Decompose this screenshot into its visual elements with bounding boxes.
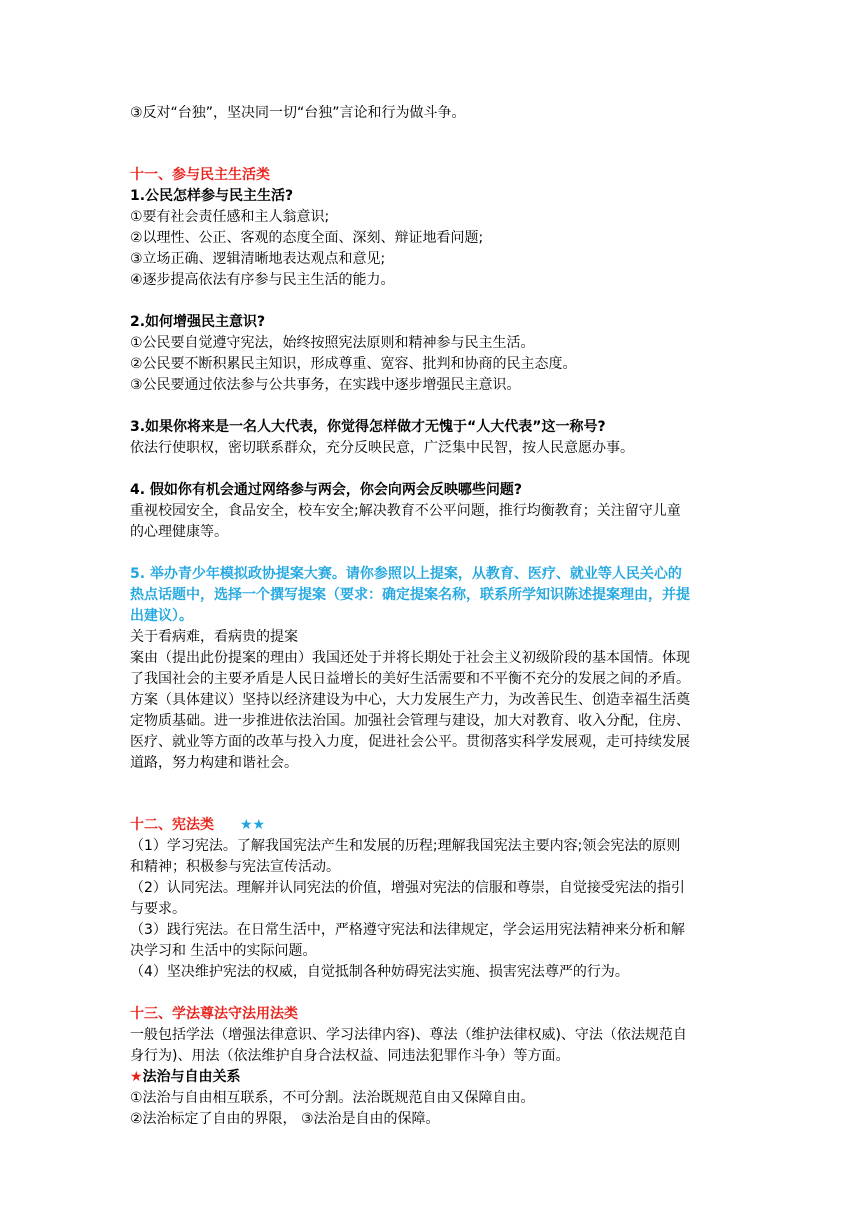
q5-answer-line: 案由（提出此份提案的理由）我国还处于并将长期处于社会主义初级阶段的基本国情。体现: [130, 650, 690, 666]
q3-question: 3.如果你将来是一名人大代表，你觉得怎样做才无愧于“人大代表”这一称号?: [130, 419, 606, 435]
constitution-line: 和精神；积极参与宪法宣传活动。: [130, 859, 340, 875]
section-12-title: 十二、宪法类: [130, 817, 214, 833]
constitution-line: （3）践行宪法。在日常生活中，严格遵守宪法和法律规定，学会运用宪法精神来分析和解: [130, 922, 685, 938]
rule-of-law-line: ②法治标定了自由的界限， ③法治是自由的保障。: [130, 1111, 440, 1127]
q5-answer-line: 医疗、就业等方面的改革与投入力度，促进社会公平。贯彻落实科学发展观，走可持续发展: [130, 734, 690, 750]
constitution-line: 决学习和 生活中的实际问题。: [130, 943, 317, 959]
q4-question: 4. 假如你有机会通过网络参与两会，你会向两会反映哪些问题?: [130, 482, 523, 498]
q2-item: ③公民要通过依法参与公共事务，在实践中逐步增强民主意识。: [130, 377, 521, 393]
q2-question: 2.如何增强民主意识?: [130, 314, 266, 330]
rule-of-law-line: ①法治与自由相互联系，不可分割。法治既规范自由又保障自由。: [130, 1090, 535, 1106]
q1-item: ③立场正确、逻辑清晰地表达观点和意见;: [130, 251, 386, 267]
constitution-line: （2）认同宪法。理解并认同宪法的价值，增强对宪法的信服和尊崇，自觉接受宪法的指引: [130, 880, 685, 896]
q5-answer-line: 方案（具体建议）坚持以经济建设为中心，大力发展生产力，为改善民生、创造幸福生活奠: [130, 692, 690, 708]
q5-answer-line: 了我国社会的主要矛盾是人民日益增长的美好生活需要和不平衡不充分的发展之间的矛盾。: [130, 671, 690, 687]
law-line: 一般包括学法（增强法律意识、学习法律内容)、尊法（维护法律权威)、守法（依法规范自: [130, 1027, 687, 1043]
q1-item: ②以理性、公正、客观的态度全面、深刻、辩证地看问题;: [130, 230, 484, 246]
q4-answer-line: 重视校园安全，食品安全，校车安全;解决教育不公平问题，推行均衡教育；关注留守儿童: [130, 503, 681, 519]
constitution-line: （1）学习宪法。了解我国宪法产生和发展的历程;理解我国宪法主要内容;领会宪法的原则: [130, 838, 681, 854]
q4-answer-line: 的心理健康等。: [130, 524, 228, 540]
section-12-heading: [130, 815, 730, 836]
opposition-line: ③反对“台独”，坚决同一切“台独”言论和行为做斗争。: [130, 105, 466, 121]
q5-question-line: 热点话题中，选择一个撰写提案（要求：确定提案名称，联系所学知识陈述提案理由，并提: [130, 587, 690, 603]
q2-item: ①公民要自觉遵守宪法，始终按照宪法原则和精神参与民主生活。: [130, 335, 535, 351]
q5-answer-line: 道路，努力构建和谐社会。: [130, 755, 298, 771]
q5-question-line: 5. 举办青少年模拟政协提案大赛。请你参照以上提案，从教育、医疗、就业等人民关心的: [130, 566, 682, 582]
rule-of-law-freedom-heading: [130, 1067, 730, 1088]
importance-stars: ★★: [240, 817, 266, 833]
rule-of-law-freedom-title: 法治与自由关系: [142, 1069, 241, 1085]
q3-answer: 依法行使职权，密切联系群众，充分反映民意，广泛集中民智，按人民意愿办事。: [130, 440, 634, 456]
q1-question: 1.公民怎样参与民主生活?: [130, 188, 294, 204]
section-11-heading: 十一、参与民主生活类: [130, 167, 270, 183]
document-body: [130, 103, 730, 1130]
q5-question-line: 出建议）。: [130, 608, 193, 624]
constitution-line: （4）坚决维护宪法的权威，自觉抵制各种妨碍宪法实施、损害宪法尊严的行为。: [130, 964, 629, 980]
law-line: 身行为)、用法（依法维护自身合法权益、同违法犯罪作斗争）等方面。: [130, 1048, 570, 1064]
section-13-heading: 十三、学法尊法守法用法类: [130, 1006, 298, 1022]
q2-item: ②公民要不断积累民主知识，形成尊重、宽容、批判和协商的民主态度。: [130, 356, 577, 372]
q5-answer-line: 定物质基础。进一步推进依法治国。加强社会管理与建设，加大对教育、收入分配，住房、: [130, 713, 690, 729]
star-icon: ★: [130, 1069, 143, 1085]
constitution-line: 与要求。: [130, 901, 186, 917]
q5-answer-line: 关于看病难，看病贵的提案: [130, 629, 298, 645]
q1-item: ①要有社会责任感和主人翁意识;: [130, 209, 330, 225]
q1-item: ④逐步提高依法有序参与民主生活的能力。: [130, 272, 395, 288]
